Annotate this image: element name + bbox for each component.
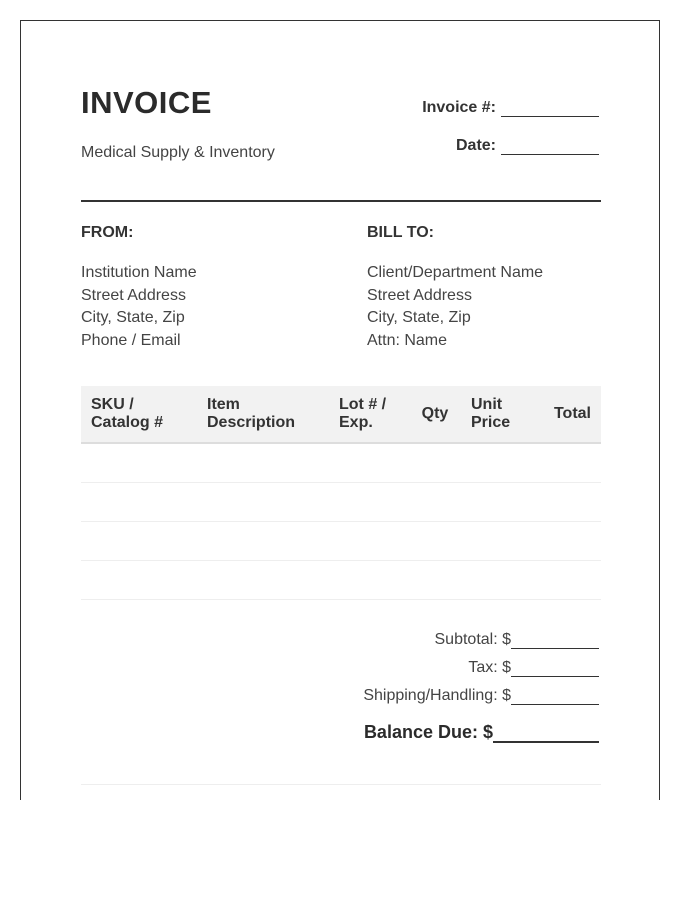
table-cell[interactable] [531,443,601,483]
invoice-page [20,20,660,800]
table-cell[interactable] [409,561,461,600]
table-cell[interactable] [329,522,409,561]
from-label: FROM: [81,224,134,241]
from-institution: Institution Name [81,264,197,281]
table-cell[interactable] [531,483,601,522]
from-city: City, State, Zip [81,309,185,326]
table-cell[interactable] [409,522,461,561]
bill-to-address [367,262,543,352]
from-address [81,262,197,352]
table-cell[interactable] [329,443,409,483]
table-cell[interactable] [81,483,197,522]
table-header-row [81,386,601,443]
tax-label: Tax: $ [468,659,511,676]
col-lot-header: Lot # / Exp. [329,386,409,443]
bill-to-client: Client/Department Name [367,264,544,281]
bill-to-label: BILL TO: [367,224,434,241]
col-qty-header: Qty [409,386,461,443]
table-cell[interactable] [409,483,461,522]
date-row [456,137,599,155]
table-cell[interactable] [197,443,329,483]
table-cell[interactable] [409,443,461,483]
table-cell[interactable] [461,483,531,522]
table-row [81,561,601,600]
table-cell[interactable] [531,561,601,600]
from-contact: Phone / Email [81,331,181,349]
col-sku-header: SKU / Catalog # [81,386,197,443]
table-cell[interactable] [329,483,409,522]
table-cell[interactable] [329,561,409,600]
from-street: Street Address [81,286,186,304]
balance-due-field[interactable] [493,725,599,743]
table-cell[interactable] [531,522,601,561]
bill-to-attn: Attn: Name [367,331,448,349]
shipping-row [363,677,599,705]
table-cell[interactable] [81,443,197,483]
invoice-title: INVOICE [81,85,212,120]
tax-row [363,649,599,677]
table-cell[interactable] [81,522,197,561]
date-field[interactable] [501,140,599,155]
totals-section [363,621,599,743]
bill-to-street: Street Address [367,286,472,304]
table-cell[interactable] [197,561,329,600]
header-divider [81,200,601,202]
invoice-number-row [422,99,599,117]
table-cell[interactable] [461,443,531,483]
date-label: Date: [455,137,496,154]
shipping-field[interactable] [511,690,599,705]
table-cell[interactable] [197,522,329,561]
table-row [81,483,601,522]
footer-divider [81,784,601,785]
invoice-number-label: Invoice #: [422,99,496,116]
col-total-header: Total [531,386,601,443]
shipping-label: Shipping/Handling: $ [363,687,511,704]
table-cell[interactable] [461,561,531,600]
subtotal-label: Subtotal: $ [434,631,511,648]
subtotal-row [363,621,599,649]
bill-to-city: City, State, Zip [367,309,471,326]
col-description-header: Item Description [197,386,329,443]
invoice-subtitle: Medical Supply & Inventory [81,144,275,161]
table-cell[interactable] [197,483,329,522]
subtotal-field[interactable] [511,634,599,649]
table-row [81,522,601,561]
table-cell[interactable] [461,522,531,561]
table-cell[interactable] [81,561,197,600]
balance-due-row [363,705,599,743]
table-row [81,443,601,483]
balance-due-label: Balance Due: $ [363,722,493,742]
invoice-number-field[interactable] [501,102,599,117]
tax-field[interactable] [511,662,599,677]
col-unit-price-header: Unit Price [461,386,531,443]
line-items-table [81,386,601,600]
